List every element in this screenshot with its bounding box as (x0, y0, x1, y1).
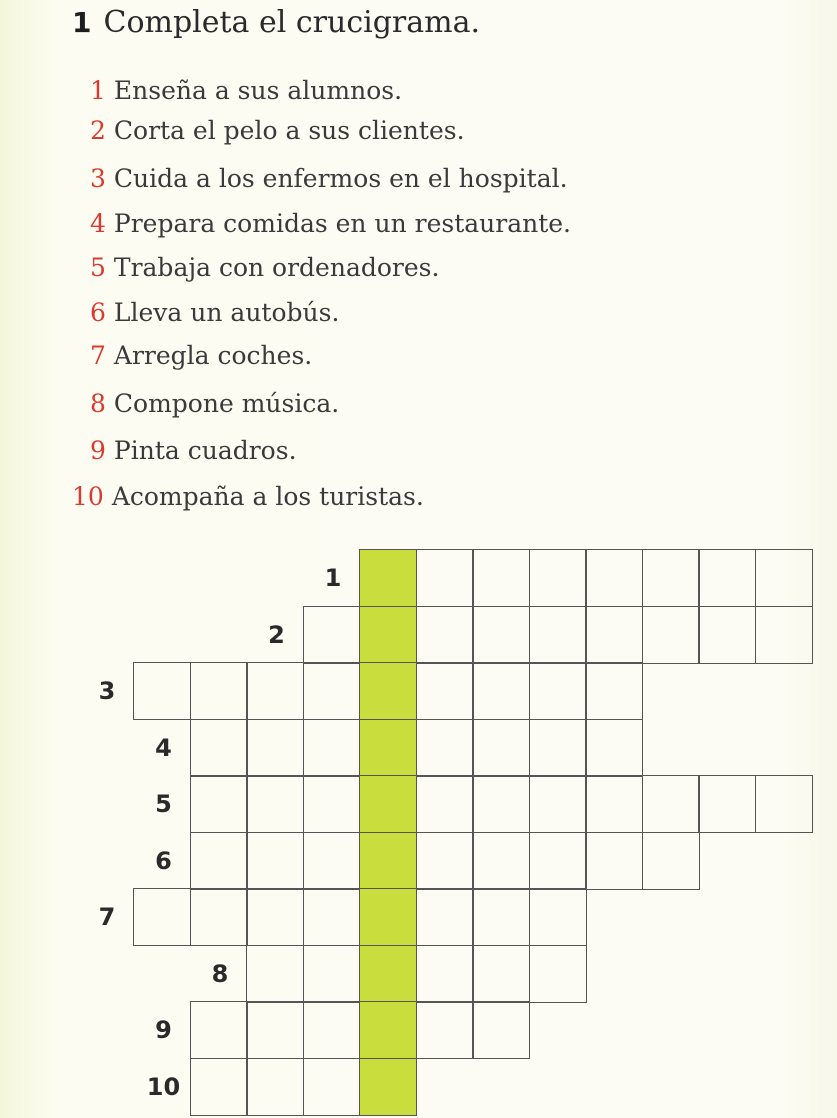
crossword-cell[interactable] (585, 719, 643, 777)
crossword-cell[interactable] (303, 662, 361, 720)
crossword-cell-highlighted[interactable] (359, 662, 417, 720)
crossword-cell[interactable] (303, 1001, 361, 1059)
clue-number: 4 (90, 208, 106, 238)
crossword-cell[interactable] (246, 945, 304, 1003)
crossword-cell[interactable] (416, 1001, 474, 1059)
clue-number: 3 (90, 163, 106, 193)
crossword-cell[interactable] (303, 606, 361, 664)
clue-number: 7 (90, 340, 106, 370)
crossword-cell[interactable] (585, 549, 643, 607)
crossword-row-number: 5 (155, 790, 172, 818)
crossword-cell[interactable] (416, 832, 474, 890)
clue-number: 6 (90, 297, 106, 327)
crossword-cell[interactable] (246, 832, 304, 890)
crossword-cell[interactable] (246, 775, 304, 833)
crossword-cell[interactable] (472, 606, 530, 664)
crossword-cell[interactable] (529, 549, 587, 607)
crossword-cell[interactable] (642, 832, 700, 890)
crossword-cell[interactable] (698, 775, 756, 833)
crossword-cell-highlighted[interactable] (359, 888, 417, 946)
crossword-cell[interactable] (698, 606, 756, 664)
clue-number: 5 (90, 252, 106, 282)
crossword-cell[interactable] (529, 662, 587, 720)
crossword-cell[interactable] (246, 662, 304, 720)
crossword-row-number: 2 (268, 620, 285, 649)
crossword-cell[interactable] (472, 945, 530, 1003)
exercise-title: Completa el crucigrama. (103, 4, 481, 40)
crossword-cell[interactable] (133, 662, 191, 720)
clue-number: 1 (90, 75, 106, 105)
crossword-cell[interactable] (246, 719, 304, 777)
crossword-cell[interactable] (416, 549, 474, 607)
crossword-cell[interactable] (303, 945, 361, 1003)
crossword-cell[interactable] (303, 832, 361, 890)
clue-text: Prepara comidas en un restaurante. (113, 208, 571, 238)
crossword-cell[interactable] (585, 606, 643, 664)
crossword-cell[interactable] (585, 775, 643, 833)
crossword-cell[interactable] (755, 775, 813, 833)
crossword-cell[interactable] (585, 662, 643, 720)
clue-text: Acompaña a los turistas. (111, 481, 424, 511)
crossword-cell-highlighted[interactable] (359, 832, 417, 890)
crossword-cell[interactable] (190, 888, 248, 946)
crossword-cell[interactable] (529, 945, 587, 1003)
crossword-row-number: 7 (98, 903, 116, 931)
crossword-cell[interactable] (642, 549, 700, 607)
crossword-cell-highlighted[interactable] (359, 549, 417, 607)
crossword-cell[interactable] (529, 888, 587, 946)
crossword-cell[interactable] (190, 832, 248, 890)
crossword-cell-highlighted[interactable] (359, 1001, 417, 1059)
crossword-cell[interactable] (416, 945, 474, 1003)
crossword-cell[interactable] (472, 775, 530, 833)
crossword-cell[interactable] (190, 1058, 248, 1116)
crossword-cell[interactable] (642, 775, 700, 833)
crossword-cell[interactable] (529, 606, 587, 664)
crossword-row-number: 4 (155, 733, 172, 762)
crossword-cell-highlighted[interactable] (359, 1058, 417, 1116)
crossword-cell[interactable] (416, 719, 474, 777)
crossword-cell-highlighted[interactable] (359, 719, 417, 777)
crossword-cell[interactable] (190, 719, 248, 777)
crossword-cell[interactable] (472, 719, 530, 777)
clue-text: Cuida a los enfermos en el hospital. (113, 163, 568, 193)
clue-number: 9 (90, 435, 106, 465)
crossword-cell[interactable] (529, 775, 587, 833)
crossword-cell[interactable] (472, 832, 530, 890)
crossword-cell[interactable] (416, 775, 474, 833)
clue-text: Trabaja con ordenadores. (113, 252, 440, 282)
crossword-cell[interactable] (472, 549, 530, 607)
crossword-cell[interactable] (755, 606, 813, 664)
crossword-cell[interactable] (190, 1001, 248, 1059)
crossword-row-number: 6 (155, 846, 172, 875)
crossword-cell-highlighted[interactable] (359, 945, 417, 1003)
crossword-cell[interactable] (472, 888, 530, 946)
clue-text: Lleva un autobús. (113, 297, 340, 327)
crossword-row-number: 1 (324, 564, 342, 592)
crossword-row-number: 3 (98, 677, 116, 705)
crossword-cell[interactable] (529, 832, 587, 890)
crossword-cell[interactable] (472, 662, 530, 720)
crossword-cell[interactable] (246, 1001, 304, 1059)
crossword-cell[interactable] (416, 888, 474, 946)
crossword-cell[interactable] (133, 888, 191, 946)
crossword-cell[interactable] (190, 662, 248, 720)
crossword-cell-highlighted[interactable] (359, 606, 417, 664)
clue-number: 8 (90, 388, 106, 418)
crossword-cell[interactable] (246, 1058, 304, 1116)
crossword-cell[interactable] (303, 775, 361, 833)
crossword-cell[interactable] (529, 719, 587, 777)
clue-text: Corta el pelo a sus clientes. (113, 115, 465, 145)
crossword-cell[interactable] (303, 1058, 361, 1116)
clue-text: Enseña a sus alumnos. (113, 75, 403, 105)
crossword-cell-highlighted[interactable] (359, 775, 417, 833)
clue-text: Compone música. (113, 388, 340, 418)
crossword-row-number: 9 (155, 1016, 172, 1044)
crossword-cell[interactable] (472, 1001, 530, 1059)
clue-number: 10 (72, 481, 104, 511)
crossword-row-number: 10 (146, 1072, 181, 1101)
crossword-cell[interactable] (698, 549, 756, 607)
crossword-cell[interactable] (303, 719, 361, 777)
exercise-number: 1 (72, 5, 92, 39)
clue-number: 2 (90, 115, 106, 145)
crossword-cell[interactable] (642, 606, 700, 664)
crossword-cell[interactable] (190, 775, 248, 833)
crossword-cell[interactable] (585, 832, 643, 890)
clue-text: Pinta cuadros. (113, 435, 297, 465)
crossword-cell[interactable] (416, 606, 474, 664)
crossword-row-number: 8 (211, 959, 229, 988)
crossword-cell[interactable] (755, 549, 813, 607)
crossword-cell[interactable] (416, 662, 474, 720)
crossword-cell[interactable] (246, 888, 304, 946)
crossword-cell[interactable] (303, 888, 361, 946)
clue-text: Arregla coches. (113, 340, 313, 370)
